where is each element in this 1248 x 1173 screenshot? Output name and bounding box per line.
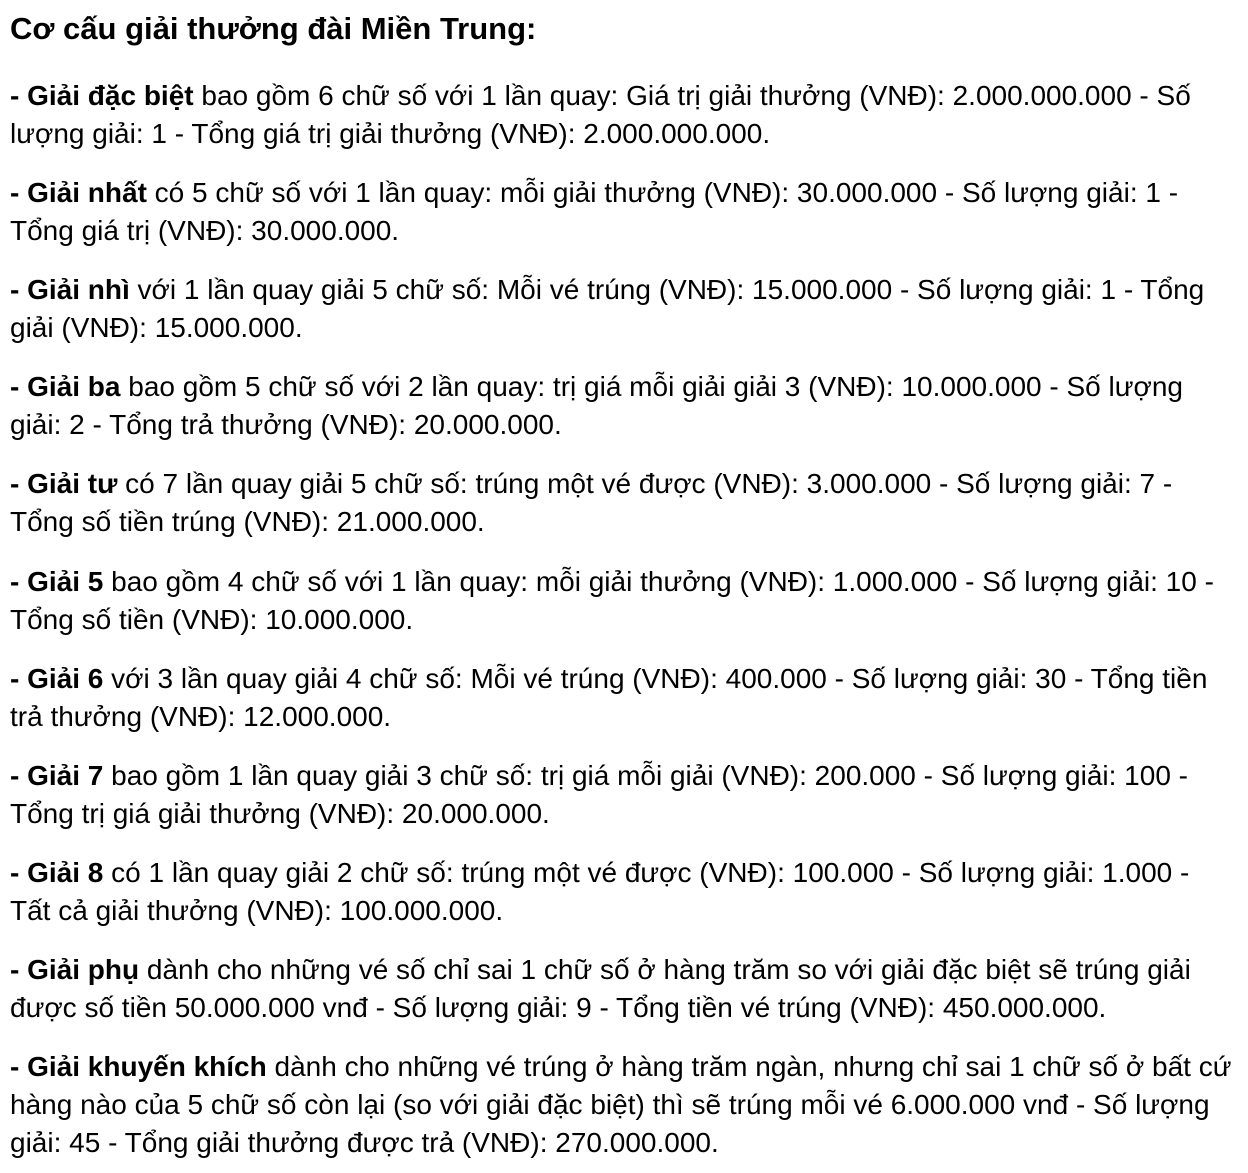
prize-paragraph bbox=[10, 757, 1236, 833]
prize-details: bao gồm 6 chữ số với 1 lần quay: Giá trị giải thưởng (VNĐ): 2.000.000.000 - Số lượng giải: 1 - Tổng giá trị giải thưởng (VNĐ): 2.000.000.000. bbox=[10, 79, 1191, 149]
prize-details: có 7 lần quay giải 5 chữ số: trúng một vé được (VNĐ): 3.000.000 - Số lượng giải: 7 - Tổng số tiền trúng (VNĐ): 21.000.000. bbox=[10, 468, 1173, 538]
prize-paragraph bbox=[10, 854, 1236, 930]
prize-name: - Giải nhất bbox=[10, 176, 147, 208]
prize-name: - Giải 7 bbox=[10, 759, 104, 791]
prize-details: dành cho những vé số chỉ sai 1 chữ số ở hàng trăm so với giải đặc biệt sẽ trúng giải được số tiền 50.000.000 vnđ - Số lượng giải: 9 - Tổng tiền vé trúng (VNĐ): 450.000.000. bbox=[10, 954, 1191, 1024]
prize-paragraph bbox=[10, 660, 1236, 736]
prize-name: - Giải 6 bbox=[10, 662, 104, 694]
prize-paragraph bbox=[10, 77, 1236, 153]
prize-details: với 1 lần quay giải 5 chữ số: Mỗi vé trúng (VNĐ): 15.000.000 - Số lượng giải: 1 - Tổng giải (VNĐ): 15.000.000. bbox=[10, 274, 1205, 344]
prize-paragraph bbox=[10, 563, 1236, 639]
prize-name: - Giải tư bbox=[10, 468, 118, 500]
prize-name: - Giải nhì bbox=[10, 274, 130, 306]
prize-paragraph bbox=[10, 368, 1236, 444]
prize-details: có 1 lần quay giải 2 chữ số: trúng một vé được (VNĐ): 100.000 - Số lượng giải: 1.000 - Tất cả giải thưởng (VNĐ): 100.000.000. bbox=[10, 857, 1190, 927]
prize-name: - Giải đặc biệt bbox=[10, 79, 194, 111]
prize-details: bao gồm 5 chữ số với 2 lần quay: trị giá mỗi giải giải 3 (VNĐ): 10.000.000 - Số lượng giải: 2 - Tổng trả thưởng (VNĐ): 20.000.000. bbox=[10, 371, 1183, 441]
prize-paragraph bbox=[10, 465, 1236, 541]
prize-structure-list bbox=[10, 77, 1236, 1163]
prize-details: có 5 chữ số với 1 lần quay: mỗi giải thưởng (VNĐ): 30.000.000 - Số lượng giải: 1 - Tổng giá trị (VNĐ): 30.000.000. bbox=[10, 176, 1179, 246]
prize-details: bao gồm 1 lần quay giải 3 chữ số: trị giá mỗi giải (VNĐ): 200.000 - Số lượng giải: 100 - Tổng trị giá giải thưởng (VNĐ): 20.000.000. bbox=[10, 759, 1189, 829]
prize-name: - Giải khuyến khích bbox=[10, 1051, 267, 1083]
prize-name: - Giải ba bbox=[10, 371, 121, 403]
page-title: Cơ cấu giải thưởng đài Miền Trung: bbox=[10, 11, 537, 46]
prize-paragraph bbox=[10, 174, 1236, 250]
prize-details: bao gồm 4 chữ số với 1 lần quay: mỗi giải thưởng (VNĐ): 1.000.000 - Số lượng giải: 10 - Tổng số tiền (VNĐ): 10.000.000. bbox=[10, 565, 1214, 635]
prize-details: dành cho những vé trúng ở hàng trăm ngàn, nhưng chỉ sai 1 chữ số ở bất cứ hàng nào của 5 chữ số còn lại (so với giải đặc biệt) thì sẽ trúng mỗi vé 6.000.000 vnđ - Số lượng giải: 45 - Tổng giải thưởng được trả (VNĐ): 270.000.000. bbox=[10, 1051, 1232, 1159]
prize-paragraph bbox=[10, 951, 1236, 1027]
prize-name: - Giải phụ bbox=[10, 954, 140, 986]
prize-paragraph bbox=[10, 271, 1236, 347]
prize-name: - Giải 8 bbox=[10, 857, 104, 888]
prize-details: với 3 lần quay giải 4 chữ số: Mỗi vé trúng (VNĐ): 400.000 - Số lượng giải: 30 - Tổng tiền trả thưởng (VNĐ): 12.000.000. bbox=[10, 662, 1208, 732]
prize-name: - Giải 5 bbox=[10, 565, 104, 597]
prize-paragraph bbox=[10, 1048, 1236, 1162]
